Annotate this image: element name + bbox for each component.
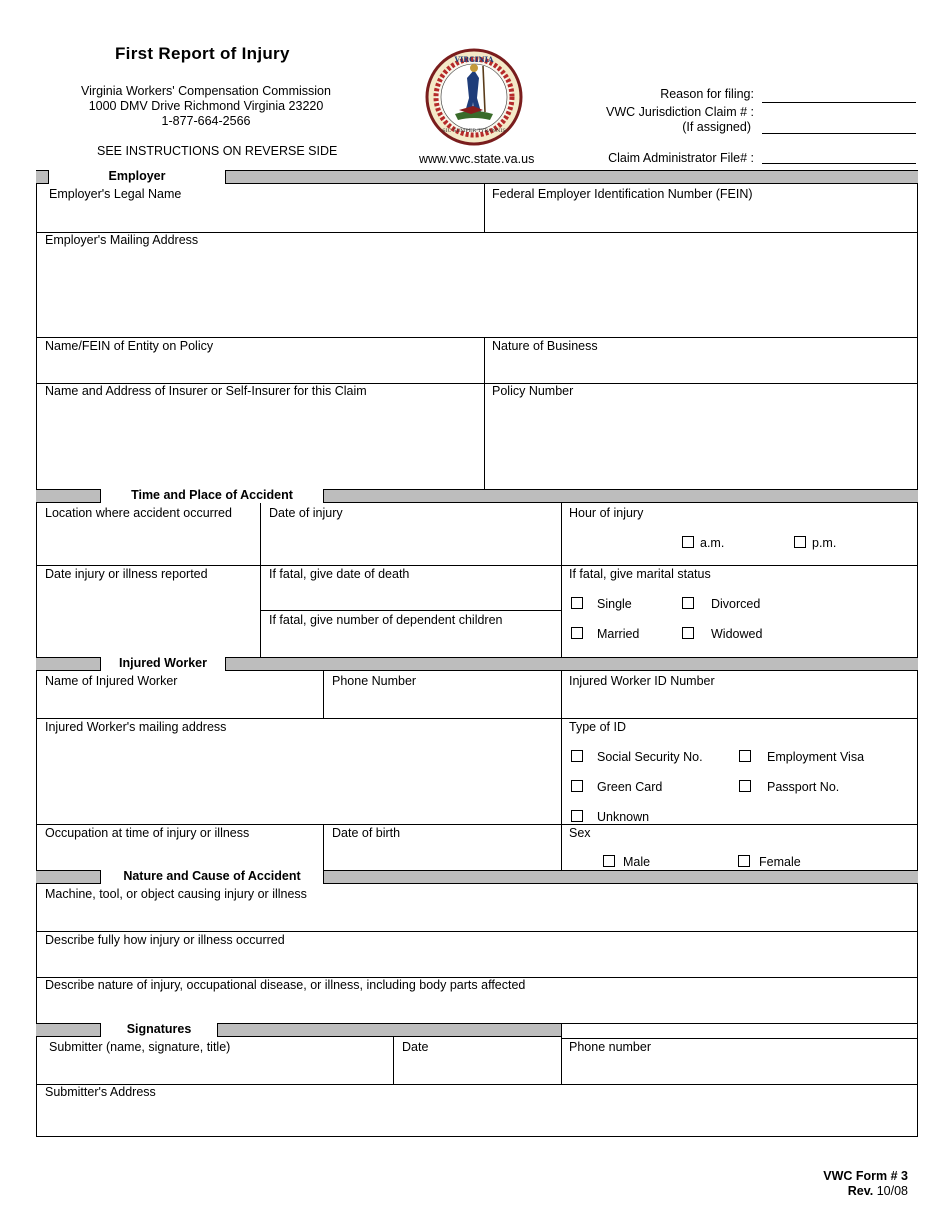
accident-section-title: Time and Place of Accident — [100, 489, 324, 503]
employer-section-title: Employer — [48, 170, 226, 184]
location-label: Location where accident occurred — [45, 506, 232, 520]
submitter-phone-label: Phone number — [569, 1040, 652, 1054]
signatures-section-title: Signatures — [100, 1023, 218, 1037]
married-label: Married — [597, 627, 640, 641]
submitter-label: Submitter (name, signature, title) — [49, 1040, 231, 1054]
claim-input[interactable] — [762, 133, 916, 134]
divider — [561, 1038, 918, 1039]
form-number: VWC Form # 3 — [823, 1169, 908, 1183]
rev-date: 10/08 — [876, 1184, 908, 1198]
divorced-checkbox[interactable] — [682, 597, 694, 609]
website[interactable]: www.vwc.state.va.us — [419, 152, 535, 166]
instructions-note: SEE INSTRUCTIONS ON REVERSE SIDE — [97, 144, 338, 158]
date-reported-label: Date injury or illness reported — [45, 567, 208, 581]
claim-note: (If assigned) — [682, 120, 751, 134]
passport-checkbox[interactable] — [739, 780, 751, 792]
pm-label: p.m. — [812, 536, 837, 550]
am-checkbox[interactable] — [682, 536, 694, 548]
reason-label: Reason for filing: — [660, 87, 754, 101]
date-of-injury-label: Date of injury — [269, 506, 343, 520]
divider — [260, 503, 261, 657]
worker-name-label: Name of Injured Worker — [45, 674, 178, 688]
reason-input[interactable] — [762, 102, 916, 103]
male-checkbox[interactable] — [603, 855, 615, 867]
divider — [36, 824, 918, 825]
policy-number-label: Policy Number — [492, 384, 574, 398]
form-revision — [848, 1184, 908, 1198]
green-card-label: Green Card — [597, 780, 663, 794]
divider — [36, 931, 918, 932]
worker-mailing-address-label: Injured Worker's mailing address — [45, 720, 227, 734]
pm-checkbox[interactable] — [794, 536, 806, 548]
married-checkbox[interactable] — [571, 627, 583, 639]
employment-visa-label: Employment Visa — [767, 750, 865, 764]
marital-status-label: If fatal, give marital status — [569, 567, 711, 581]
divider — [36, 337, 918, 338]
seal-title: VIRGINIA — [454, 55, 494, 64]
female-label: Female — [759, 855, 801, 869]
describe-how-label: Describe fully how injury or illness occurred — [45, 933, 285, 947]
form-right-border — [917, 170, 918, 1136]
org-address: 1000 DMV Drive Richmond Virginia 23220 — [88, 99, 324, 113]
divider — [36, 718, 918, 719]
rev-label: Rev. — [847, 1184, 874, 1198]
occupation-label: Occupation at time of injury or illness — [45, 826, 250, 840]
divider — [561, 1023, 562, 1084]
divider — [393, 1037, 394, 1084]
machine-label: Machine, tool, or object causing injury or illness — [45, 887, 307, 901]
green-card-checkbox[interactable] — [571, 780, 583, 792]
worker-id-label: Injured Worker ID Number — [569, 674, 715, 688]
hour-of-injury-label: Hour of injury — [569, 506, 644, 520]
fein-label: Federal Employer Identification Number (FEIN) — [492, 187, 753, 201]
worker-phone-label: Phone Number — [332, 674, 417, 688]
claim-label: VWC Jurisdiction Claim # : — [606, 105, 754, 119]
admin-input[interactable] — [762, 163, 916, 164]
admin-label: Claim Administrator File# : — [608, 151, 754, 165]
date-of-death-label: If fatal, give date of death — [269, 567, 410, 581]
seal-motto: SIC SEMPER TYRANNIS — [442, 128, 506, 134]
org-phone: 1-877-664-2566 — [161, 114, 251, 128]
insurer-label: Name and Address of Insurer or Self-Insurer for this Claim — [45, 384, 367, 398]
signature-date-label: Date — [402, 1040, 429, 1054]
org-name: Virginia Workers' Compensation Commission — [81, 84, 331, 98]
ssn-checkbox[interactable] — [571, 750, 583, 762]
page-title: First Report of Injury — [115, 44, 290, 63]
virginia-seal-icon — [425, 48, 523, 146]
male-label: Male — [623, 855, 651, 869]
single-label: Single — [597, 597, 632, 611]
form-left-border — [36, 170, 37, 1136]
widowed-label: Widowed — [711, 627, 763, 641]
divider — [36, 1084, 918, 1085]
unknown-id-label: Unknown — [597, 810, 650, 824]
nature-of-business-label: Nature of Business — [492, 339, 598, 353]
employment-visa-checkbox[interactable] — [739, 750, 751, 762]
divider — [484, 337, 485, 489]
widowed-checkbox[interactable] — [682, 627, 694, 639]
divider — [260, 610, 561, 611]
employer-legal-name-label: Employer's Legal Name — [49, 187, 182, 201]
nature-section-title: Nature and Cause of Accident — [100, 870, 324, 884]
submitter-address-label: Submitter's Address — [45, 1085, 156, 1099]
divider — [36, 565, 918, 566]
single-checkbox[interactable] — [571, 597, 583, 609]
divider — [323, 824, 324, 870]
divider — [561, 503, 562, 657]
divider — [561, 671, 562, 870]
worker-section-title: Injured Worker — [100, 657, 226, 671]
entity-on-policy-label: Name/FEIN of Entity on Policy — [45, 339, 214, 353]
dependent-children-label: If fatal, give number of dependent children — [269, 613, 503, 627]
describe-nature-label: Describe nature of injury, occupational disease, or illness, including body parts affected — [45, 978, 526, 992]
divider — [484, 184, 485, 232]
employer-mailing-address-label: Employer's Mailing Address — [45, 233, 199, 247]
form-bottom-border — [36, 1136, 918, 1137]
type-of-id-label: Type of ID — [569, 720, 626, 734]
passport-label: Passport No. — [767, 780, 840, 794]
divider — [561, 1023, 918, 1024]
unknown-id-checkbox[interactable] — [571, 810, 583, 822]
am-label: a.m. — [700, 536, 725, 550]
ssn-label: Social Security No. — [597, 750, 703, 764]
female-checkbox[interactable] — [738, 855, 750, 867]
divider — [323, 671, 324, 718]
divorced-label: Divorced — [711, 597, 761, 611]
date-of-birth-label: Date of birth — [332, 826, 401, 840]
sex-label: Sex — [569, 826, 591, 840]
